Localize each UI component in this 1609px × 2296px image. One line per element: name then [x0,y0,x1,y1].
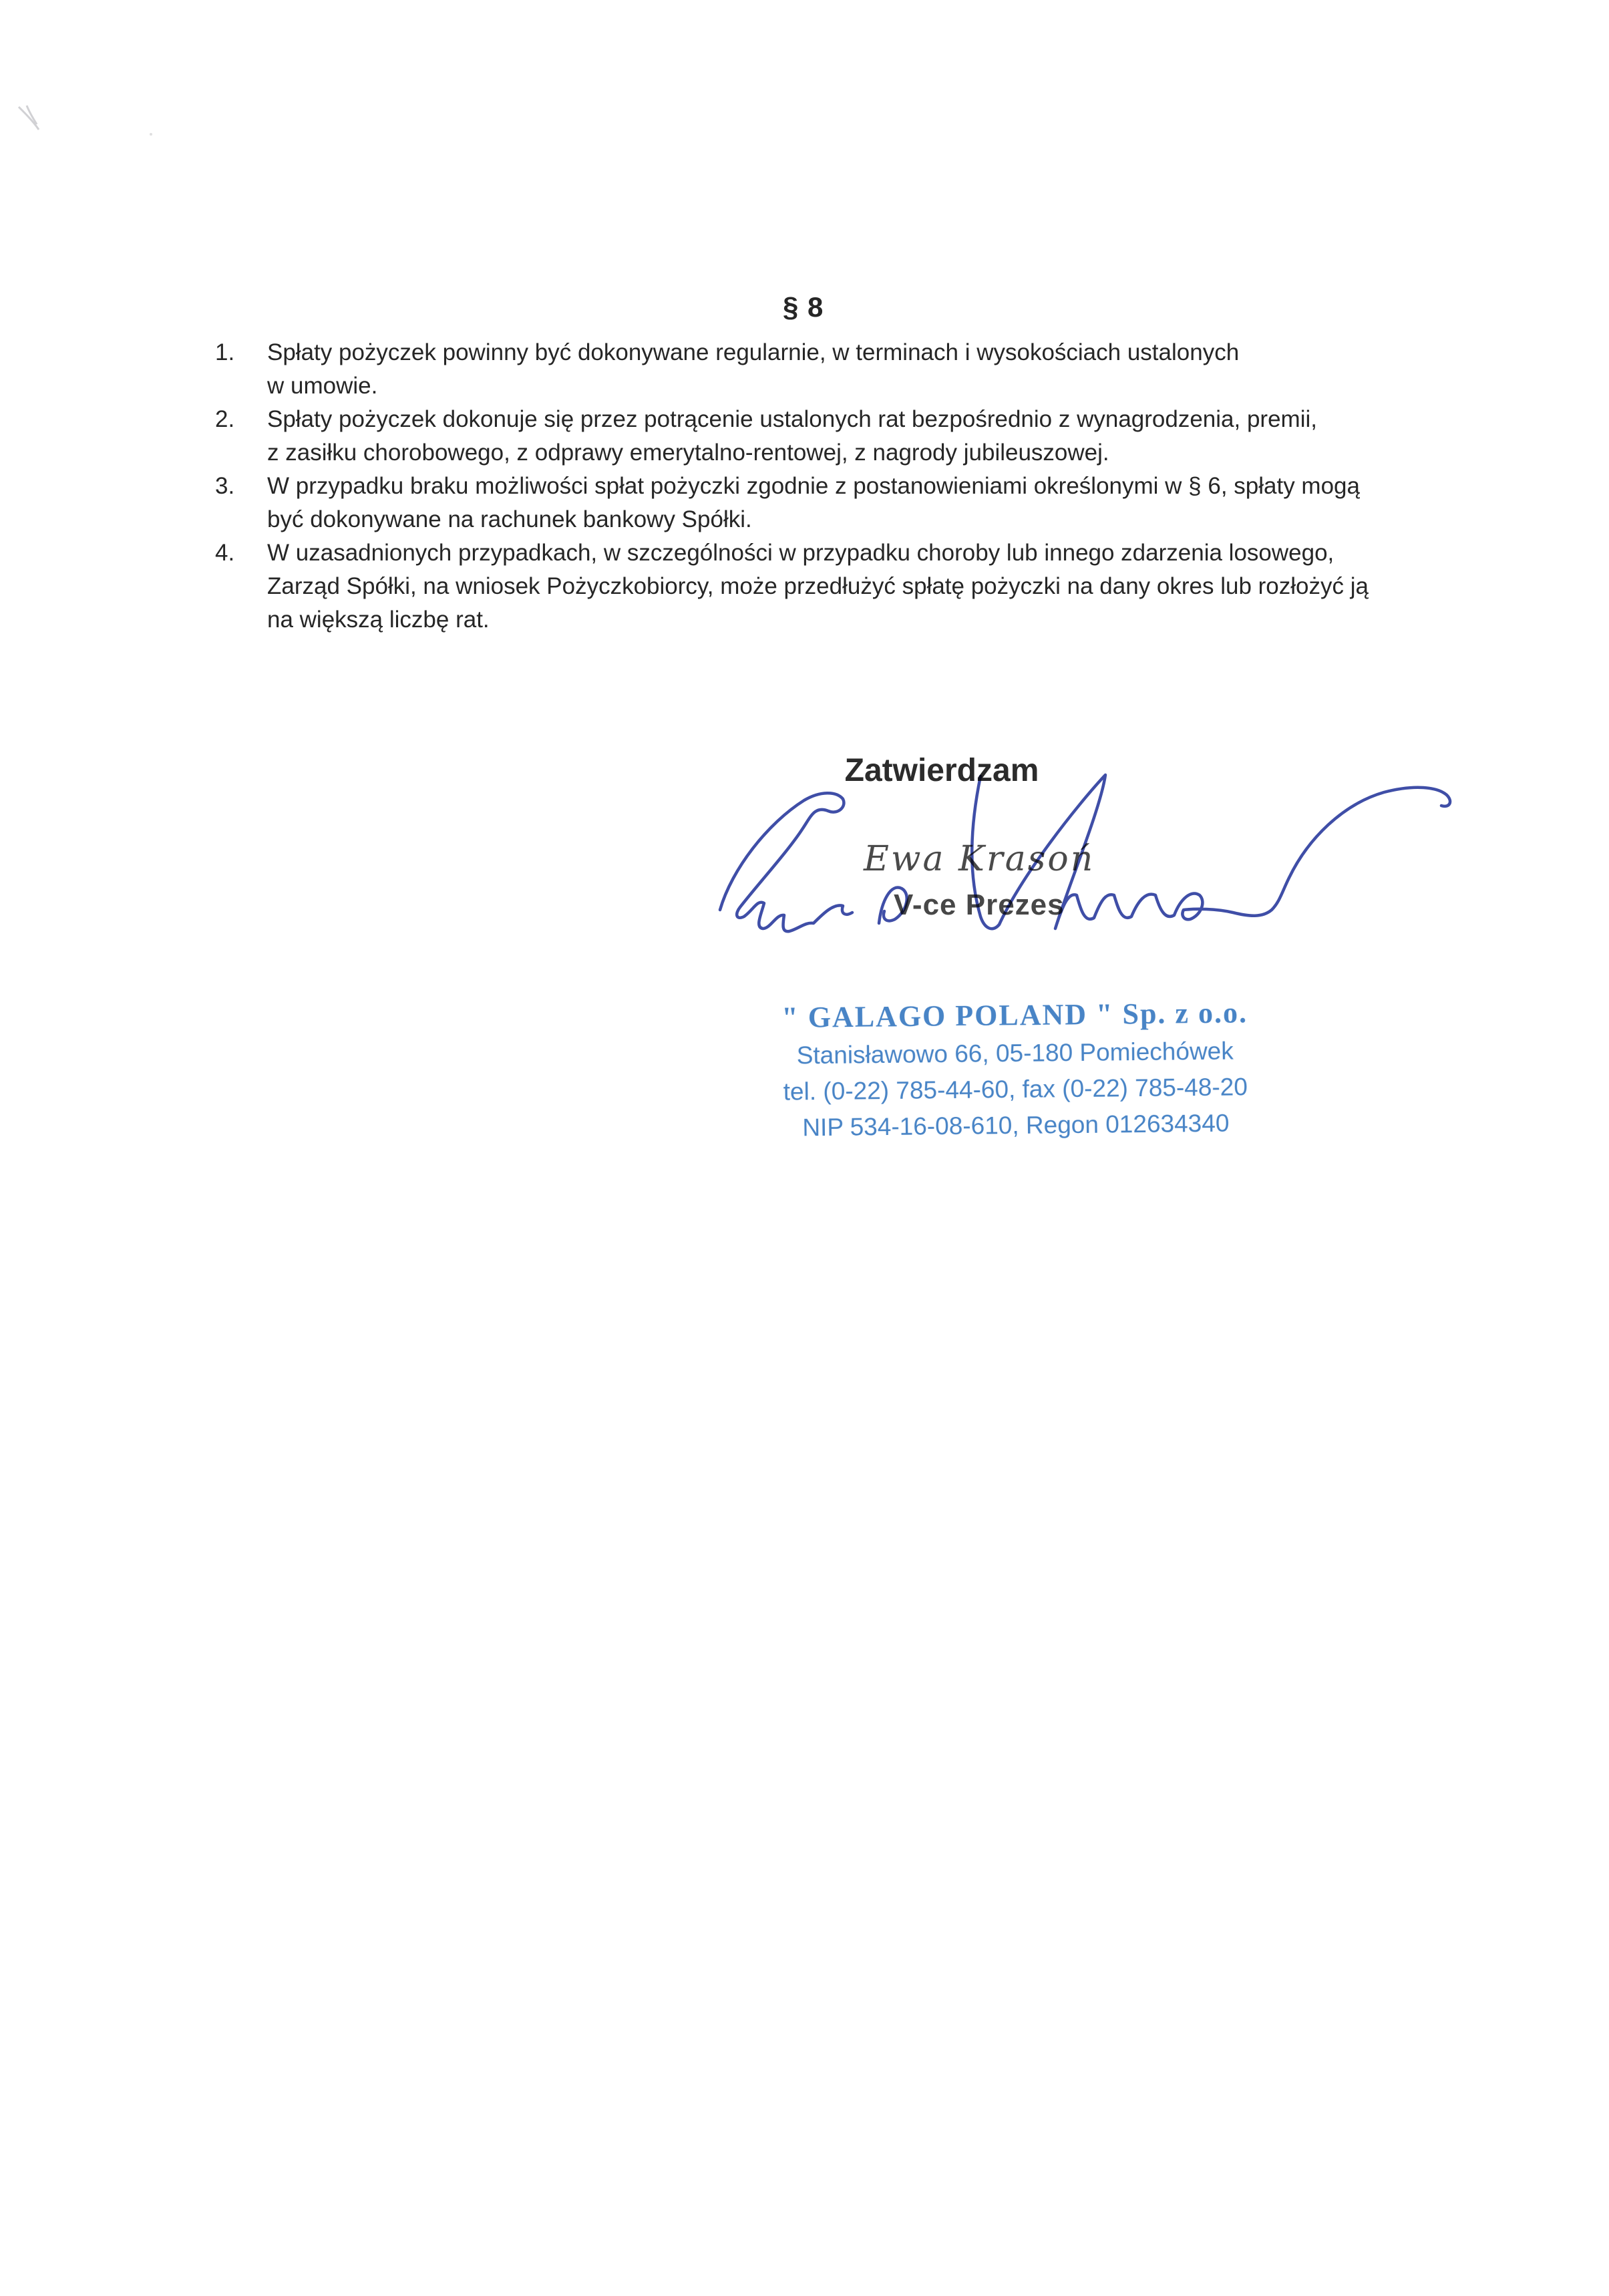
clause-text-line: Zarząd Spółki, na wniosek Pożyczkobiorcy, może przedłużyć spłatę pożyczki na dany okres lub rozłożyć ją [267,573,1369,599]
clause-text [267,336,1424,403]
clause-number: 4. [215,540,235,566]
signature-stroke-main [972,775,1450,929]
clause-item-4 [215,536,1424,637]
stamp-nip-regon: NIP 534-16-08-610, Regon 012634340 [802,1109,1230,1142]
clause-number: 2. [215,406,235,432]
clause-item-2 [215,403,1424,470]
stamp-phone-fax: tel. (0-22) 785-44-60, fax (0-22) 785-48-20 [783,1073,1248,1106]
signature-ink [681,762,1489,949]
signature-stroke-left-flourish [720,793,852,931]
clause-text [267,403,1424,470]
clause-text-line: na większą liczbę rat. [267,607,490,633]
clause-text-line: Spłaty pożyczek dokonuje się przez potrącenie ustalonych rat bezpośrednio z wynagrodzenia, premii, [267,406,1317,432]
clause-text-line: z zasiłku chorobowego, z odprawy emerytalno-rentowej, z nagrody jubileuszowej. [267,440,1109,466]
clause-number: 3. [215,473,235,499]
clause-text [267,536,1424,637]
clause-number: 1. [215,339,235,365]
signer-title: V-ce Prezes [894,888,1065,921]
clause-text [267,470,1424,536]
clause-text-line: być dokonywane na rachunek bankowy Spółki. [267,506,752,532]
pencil-scribble-artifact [0,0,200,200]
clause-item-1 [215,336,1424,403]
signer-name: Ewa Krasoń [864,839,1095,879]
signature-stroke-e-loop [879,888,907,923]
stamp-company-name: " GALAGO POLAND " Sp. z o.o. [781,996,1248,1034]
approval-heading: Zatwierdzam [844,753,1039,788]
clause-item-3 [215,470,1424,536]
clause-list [215,336,1424,637]
company-stamp [774,993,1256,1146]
stamp-address: Stanisławowo 66, 05-180 Pomiechówek [796,1037,1234,1070]
clause-text-line: W uzasadnionych przypadkach, w szczególności w przypadku choroby lub innego zdarzenia losowego, [267,540,1334,566]
clause-text-line: Spłaty pożyczek powinny być dokonywane regularnie, w terminach i wysokościach ustalonych [267,339,1240,365]
clause-text-line: W przypadku braku możliwości spłat pożyczki zgodnie z postanowieniami określonymi w § 6, spłaty mogą [267,473,1360,499]
section-heading: § 8 [783,291,824,323]
clause-text-line: w umowie. [267,373,378,399]
